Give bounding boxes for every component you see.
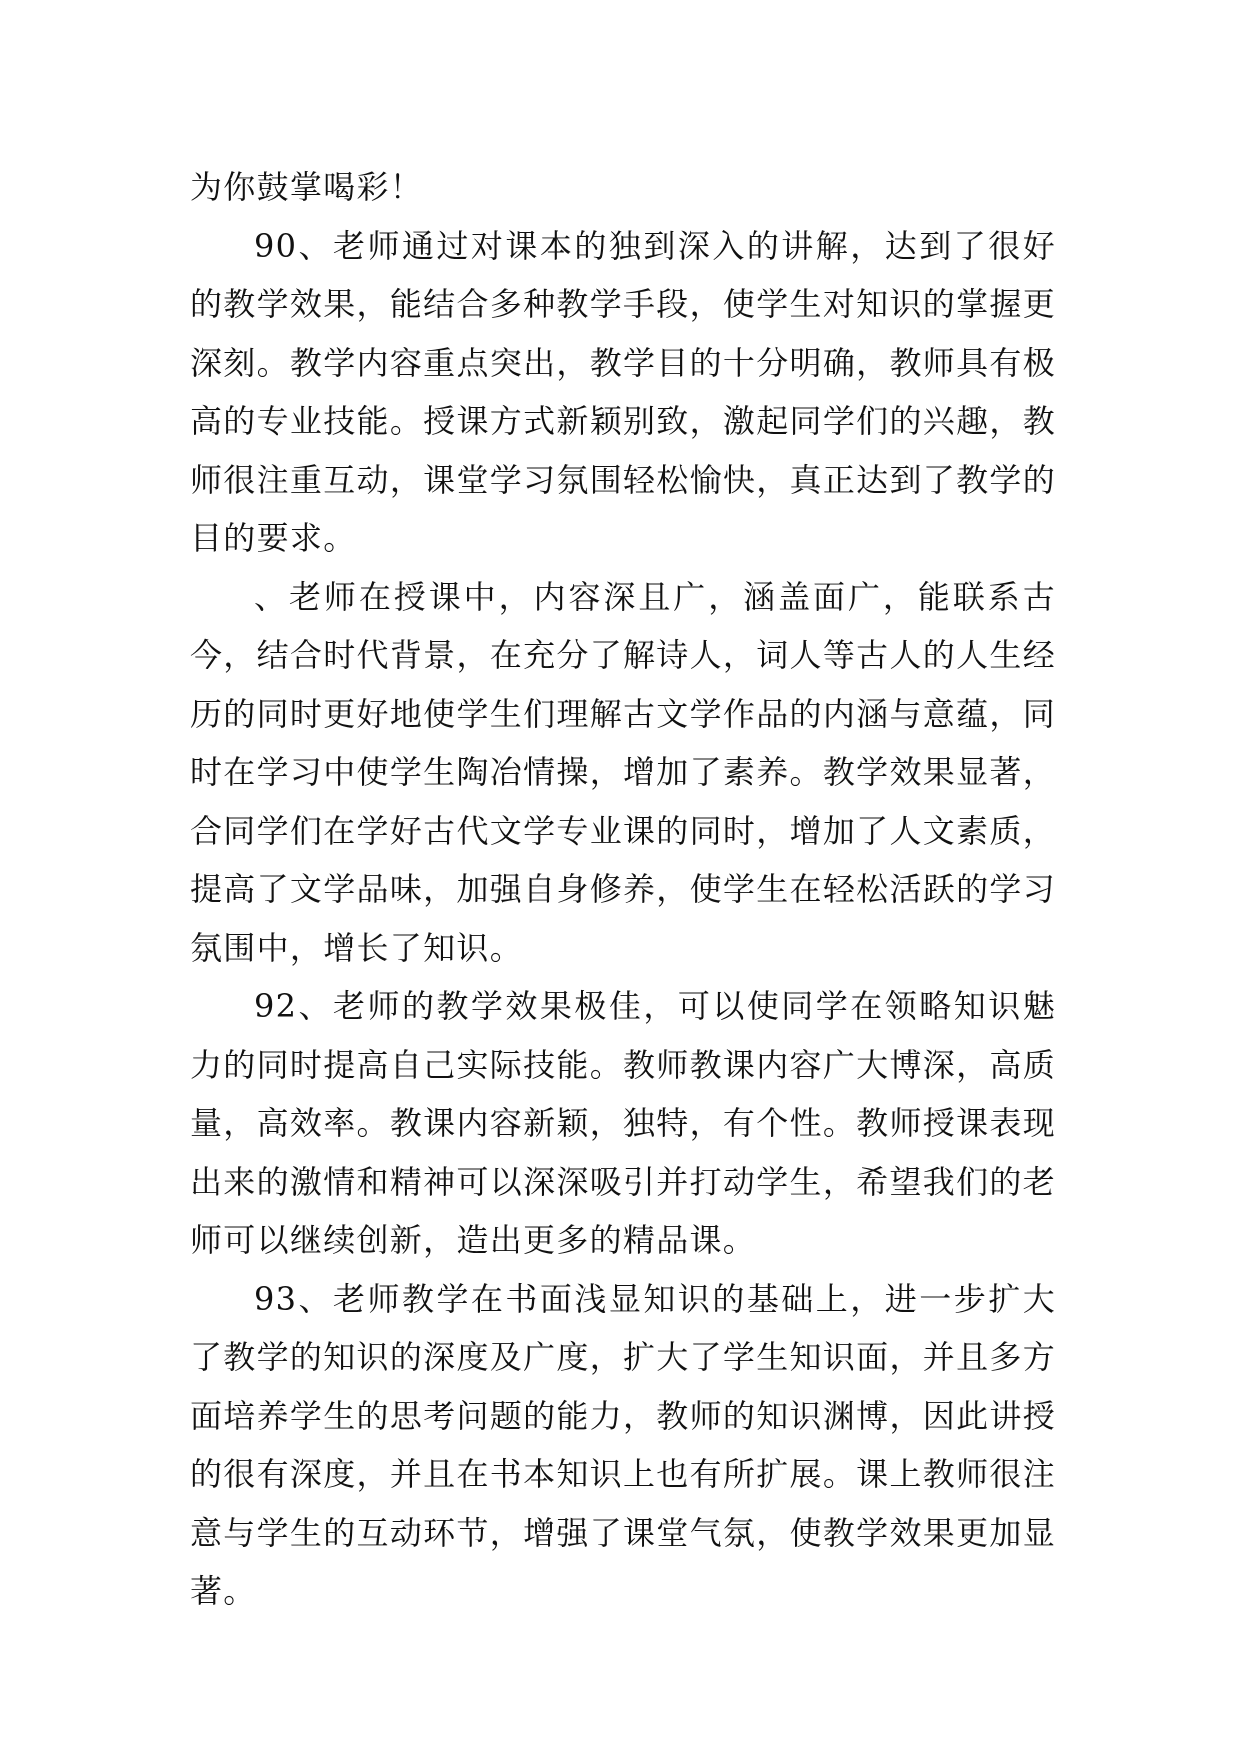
paragraph-continuation: 为你鼓掌喝彩！ [190,168,424,206]
paragraph-91: 、老师在授课中，内容深且广，涵盖面广，能联系古今，结合时代背景，在充分了解诗人，词人等古人的人生经历的同时更好地使学生们理解古文学作品的内涵与意蕴，同时在学习中使学生陶冶情操，增加了素养。教学效果显著，合同学们在学好古代文学专业课的同时，增加了人文素质，提高了文学品味，加强自身修养，使学生在轻松活跃的学习氛围中，增长了知识。 [190,577,1056,967]
body-text [190,158,1056,1621]
paragraph-92: 92、老师的教学效果极佳，可以使同学在领略知识魅力的同时提高自己实际技能。教师教课内容广大博深，高质量，高效率。教课内容新颖，独特，有个性。教师授课表现出来的激情和精神可以深深吸引并打动学生，希望我们的老师可以继续创新，造出更多的精品课。 [190,987,1056,1259]
paragraph-90: 90、老师通过对课本的独到深入的讲解，达到了很好的教学效果，能结合多种教学手段，使学生对知识的掌握更深刻。教学内容重点突出，教学目的十分明确，教师具有极高的专业技能。授课方式新颖别致，激起同学们的兴趣，教师很注重互动，课堂学习氛围轻松愉快，真正达到了教学的目的要求。 [190,226,1056,557]
paragraph-93: 93、老师教学在书面浅显知识的基础上，进一步扩大了教学的知识的深度及广度，扩大了学生知识面，并且多方面培养学生的思考问题的能力，教师的知识渊博，因此讲授的很有深度，并且在书本知识上也有所扩展。课上教师很注意与学生的互动环节，增强了课堂气氛，使教学效果更加显著。 [190,1279,1056,1610]
